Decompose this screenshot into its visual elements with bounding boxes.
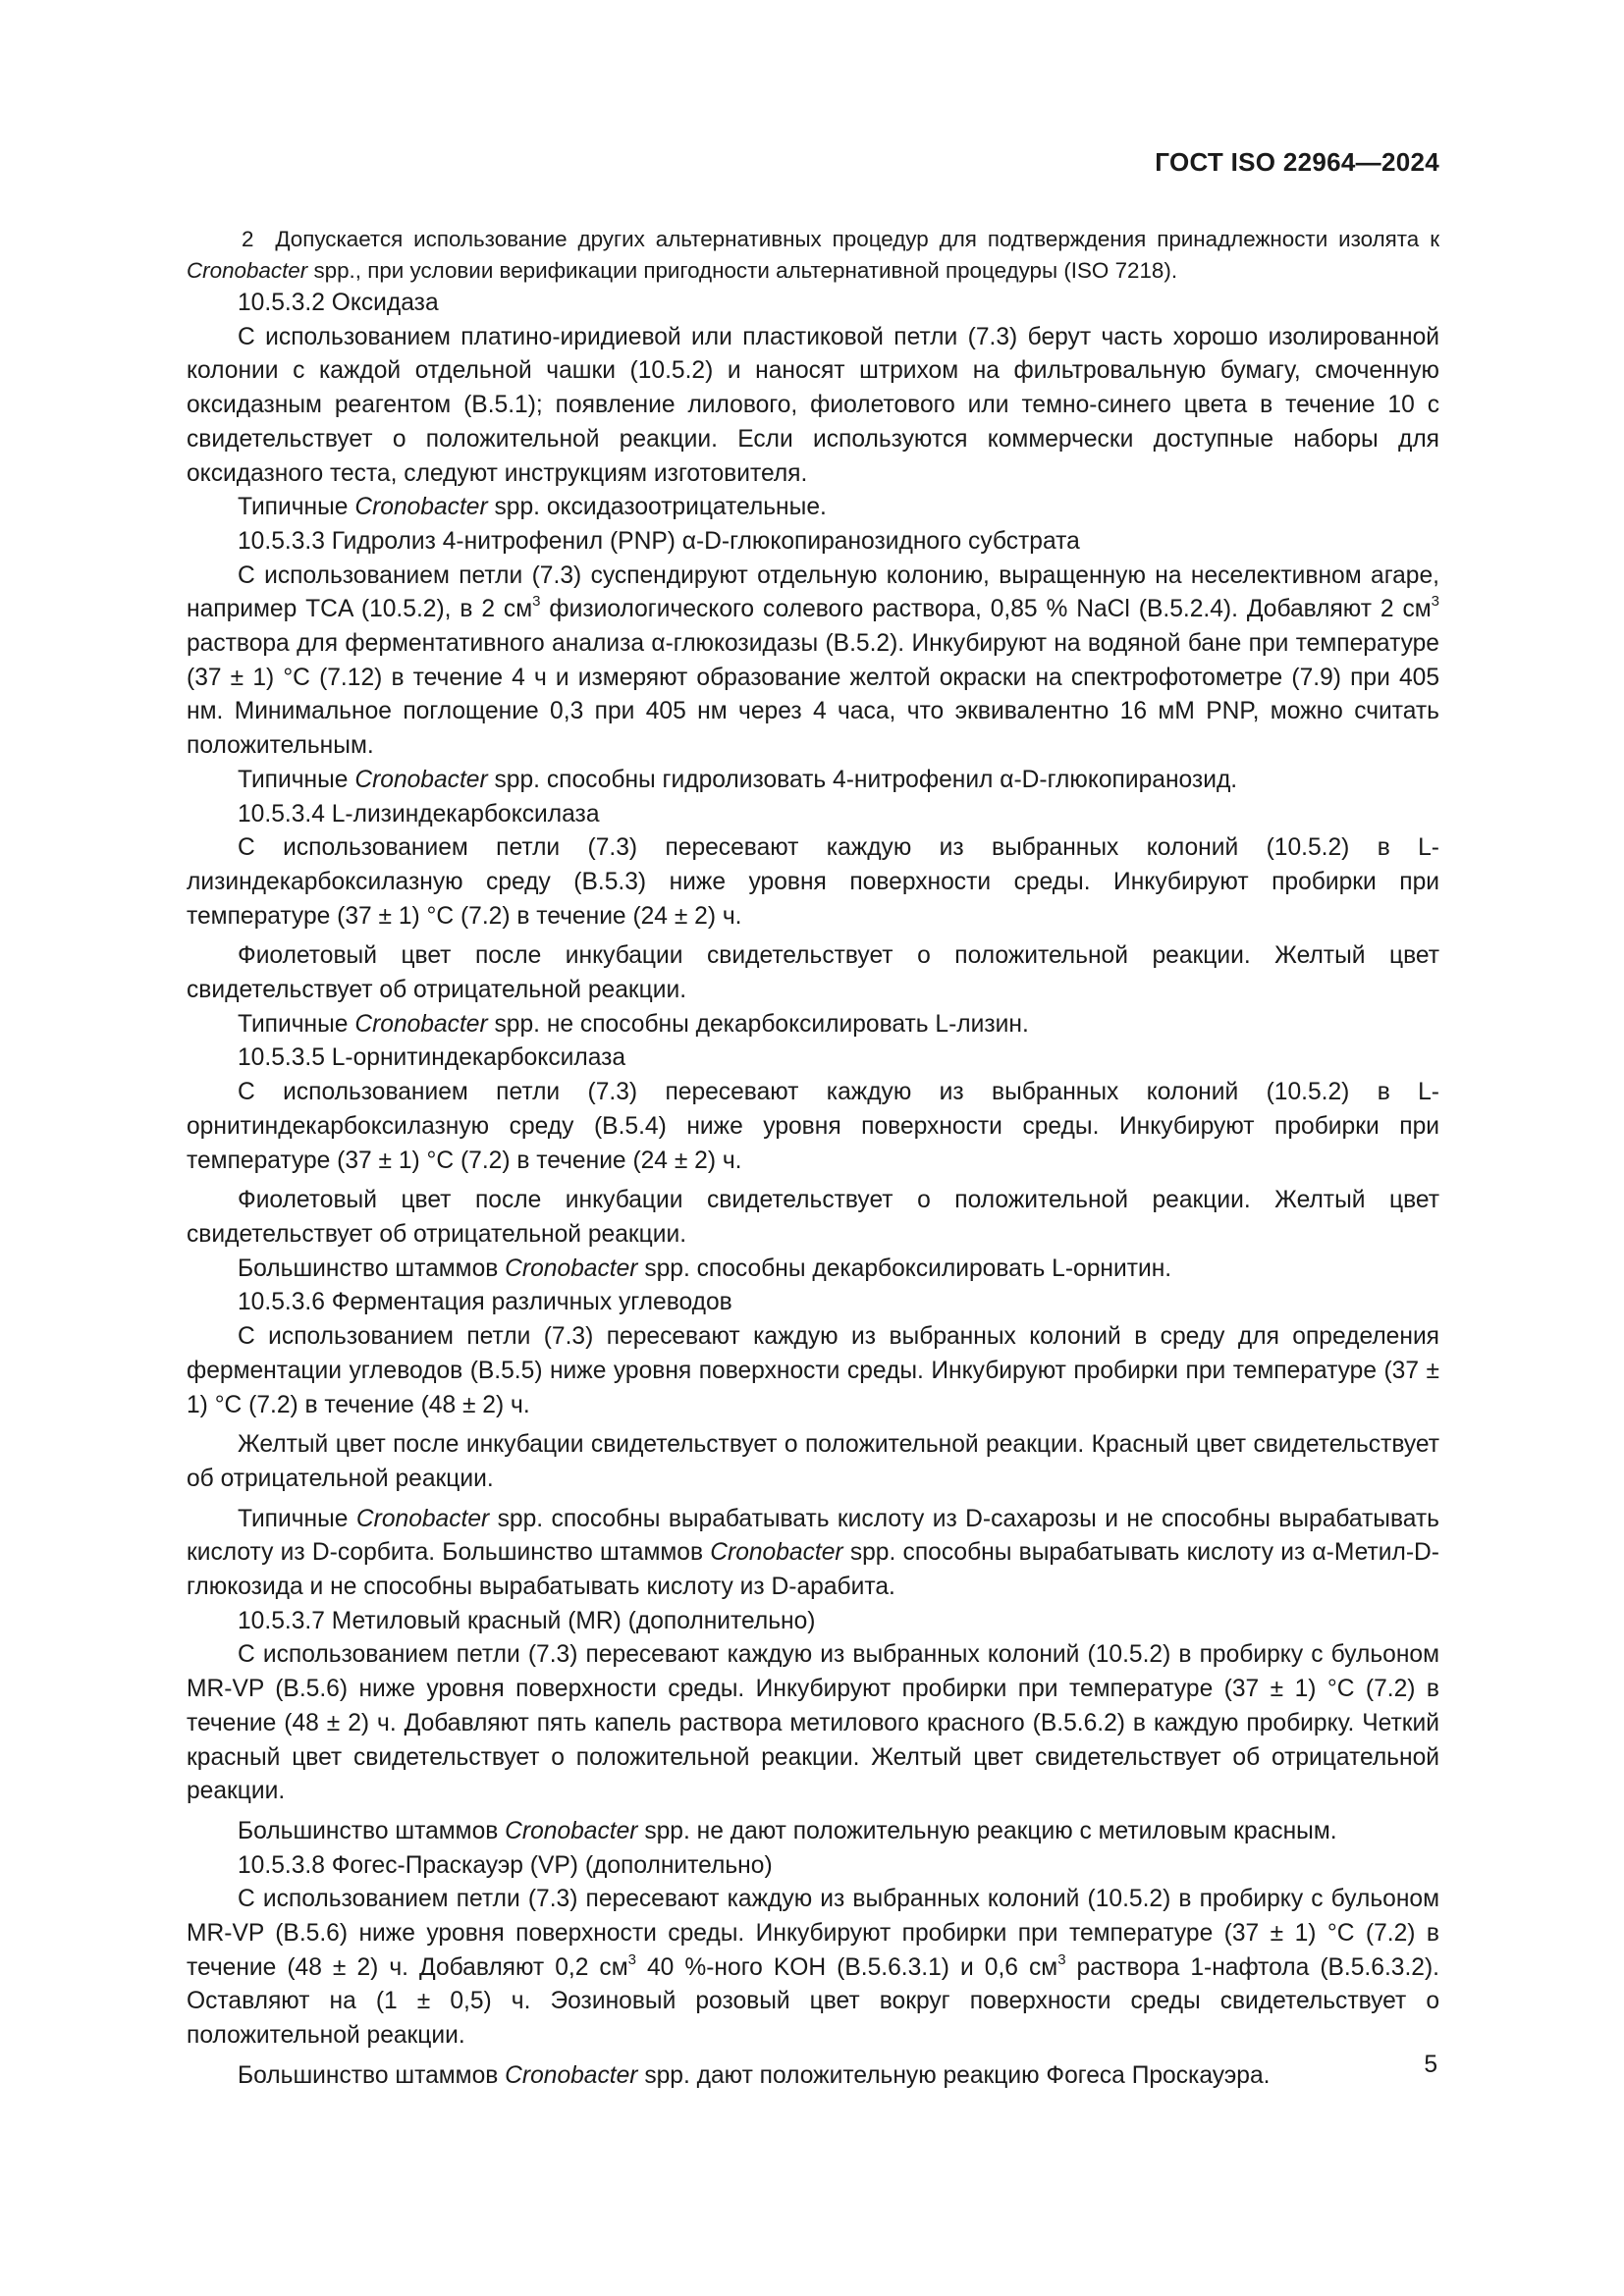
paragraph: Большинство штаммов Cronobacter spp. не дают положительную реакцию с метиловым красным. bbox=[238, 1817, 1337, 1844]
paragraph: С использованием петли (7.3) пересевают каждую из выбранных колоний (10.5.2) в пробирку с бульоном MR-VP (B.5.6) ниже уровня поверхности среды. Инкубируют пробирки при температуре (37 ± 1) °C (7.2) в течение (48 ± 2) ч. Добавляют 0,2 $см^3$ 40 %-ного KOH (B.5.6.3.1) и 0,6 $см^3$ раствора 1-нафтола (B.5.6.3.2). Оставляют на (1 ± 0,5) ч. Эозиновый розовый цвет вокруг поверхности среды свидетельствует о положительной реакции. bbox=[187, 1886, 1439, 2050]
paragraph: Большинство штаммов Cronobacter spp. способны декарбоксилировать L-орнитин. bbox=[238, 1255, 1172, 1282]
genus-name: Cronobacter bbox=[505, 1817, 638, 1844]
paragraph: Типичные Cronobacter spp. оксидазоотрицательные. bbox=[238, 494, 827, 521]
genus-name: Cronobacter bbox=[354, 494, 488, 521]
paragraph: С использованием петли (7.3) суспендируют отдельную колонию, выращенную на неселективном агаре, например TCA (10.5.2), в 2 $см^3$ физиологического солевого раствора, 0,85 % NaCl (B.5.2.4). Добавляют 2 $см^3$ раствора для ферментативного анализа α-глюкозидазы (B.5.2). Инкубируют на водяной бане при температуре (37 ± 1) °C (7.12) в течение 4 ч и измеряют образование желтой окраски на спектрофотометре (7.9) при 405 нм. Минимальное поглощение 0,3 при 405 нм через 4 часа, что эквивалентно 16 мМ PNP, можно считать положительным. bbox=[187, 561, 1439, 760]
document-id-header: ГОСТ ISO 22964—2024 bbox=[1155, 147, 1439, 177]
paragraph: Типичные Cronobacter spp. способны гидролизовать 4-нитрофенил α-D-глюкопиранозид. bbox=[238, 766, 1238, 793]
paragraph: С использованием петли (7.3) пересевают каждую из выбранных колоний (10.5.2) в L-орнитиндекарбоксилазную среду (B.5.4) ниже уровня поверхности среды. Инкубируют пробирки при температуре (37 ± 1) °C (7.2) в течение (24 ± 2) ч. bbox=[187, 1079, 1439, 1174]
paragraph: Фиолетовый цвет после инкубации свидетельствует о положительной реакции. Желтый цвет свидетельствует об отрицательной реакции. bbox=[187, 1187, 1439, 1248]
paragraph: С использованием петли (7.3) пересевают каждую из выбранных колоний в среду для определения ферментации углеводов (B.5.5) ниже уровня поверхности среды. Инкубируют пробирки при температуре (37 ± 1) °C (7.2) в течение (48 ± 2) ч. bbox=[187, 1323, 1439, 1418]
genus-name: Cronobacter bbox=[355, 1505, 490, 1532]
section-title-pnp-hydrolysis: 10.5.3.3 Гидролиз 4-нитрофенил (PNP) α-D-глюкопиранозидного субстрата bbox=[238, 527, 1080, 555]
genus-name: Cronobacter bbox=[354, 1010, 488, 1038]
paragraph: С использованием петли (7.3) пересевают каждую из выбранных колоний (10.5.2) в пробирку с бульоном MR-VP (B.5.6) ниже уровня поверхности среды. Инкубируют пробирки при температуре (37 ± 1) °C (7.2) в течение (48 ± 2) ч. Добавляют пять капель раствора метилового красного (B.5.6.2) в каждую пробирку. Четкий красный цвет свидетельствует о положительной реакции. Желтый цвет свидетельствует об отрицательной реакции. bbox=[187, 1641, 1439, 1805]
section-title-voges-proskauer: 10.5.3.8 Фогес-Праскауэр (VP) (дополнительно) bbox=[238, 1851, 773, 1879]
genus-name: Cronobacter bbox=[505, 2061, 638, 2089]
genus-name: Cronobacter bbox=[187, 258, 308, 283]
genus-name: Cronobacter bbox=[505, 1255, 638, 1282]
page-number: 5 bbox=[1424, 2052, 1437, 2078]
paragraph: С использованием петли (7.3) пересевают каждую из выбранных колоний (10.5.2) в L-лизиндекарбоксилазную среду (B.5.3) ниже уровня поверхности среды. Инкубируют пробирки при температуре (37 ± 1) °C (7.2) в течение (24 ± 2) ч. bbox=[187, 834, 1439, 930]
section-title-oxidase: 10.5.3.2 Оксидаза bbox=[238, 290, 439, 316]
paragraph: Большинство штаммов Cronobacter spp. дают положительную реакцию Фогеса Проскауэра. bbox=[238, 2061, 1271, 2089]
section-title-carbohydrate-fermentation: 10.5.3.6 Ферментация различных углеводов bbox=[238, 1289, 732, 1316]
paragraph: Желтый цвет после инкубации свидетельствует о положительной реакции. Красный цвет свидетельствует об отрицательной реакции. bbox=[187, 1431, 1439, 1492]
note-2: 2 Допускается использование других альтернативных процедур для подтверждения принадлежности изолята к Cronobacter spp., при условии верификации пригодности альтернативной процедуры (ISO 7218). bbox=[187, 227, 1439, 283]
page-body bbox=[187, 224, 1439, 2094]
paragraph: Фиолетовый цвет после инкубации свидетельствует о положительной реакции. Желтый цвет свидетельствует об отрицательной реакции. bbox=[187, 942, 1439, 1004]
section-title-methyl-red: 10.5.3.7 Метиловый красный (MR) (дополнительно) bbox=[238, 1607, 816, 1634]
note-number: 2 bbox=[242, 227, 254, 251]
paragraph: Типичные Cronobacter spp. не способны декарбоксилировать L-лизин. bbox=[238, 1010, 1029, 1038]
paragraph: Типичные Cronobacter spp. способны вырабатывать кислоту из D-сахарозы и не способны вырабатывать кислоту из D-сорбита. Большинство штаммов Cronobacter spp. способны вырабатывать кислоту из α-Метил-D-глюкозида и не способны вырабатывать кислоту из D-арабита. bbox=[187, 1505, 1439, 1601]
genus-name: Cronobacter bbox=[354, 766, 488, 793]
section-title-ornithine-decarboxylase: 10.5.3.5 L-орнитиндекарбоксилаза bbox=[238, 1044, 626, 1072]
section-title-lysine-decarboxylase: 10.5.3.4 L-лизиндекарбоксилаза bbox=[238, 800, 600, 828]
genus-name: Cronobacter bbox=[710, 1539, 843, 1567]
paragraph: С использованием платино-иридиевой или пластиковой петли (7.3) берут часть хорошо изолированной колонии с каждой отдельной чашки (10.5.2) и наносят штрихом на фильтровальную бумагу, смоченную оксидазным реагентом (B.5.1); появление лилового, фиолетового или темно-синего цвета в течение 10 с свидетельствует о положительной реакции. Если используются коммерчески доступные наборы для оксидазного теста, следуют инструкциям изготовителя. bbox=[187, 323, 1439, 487]
